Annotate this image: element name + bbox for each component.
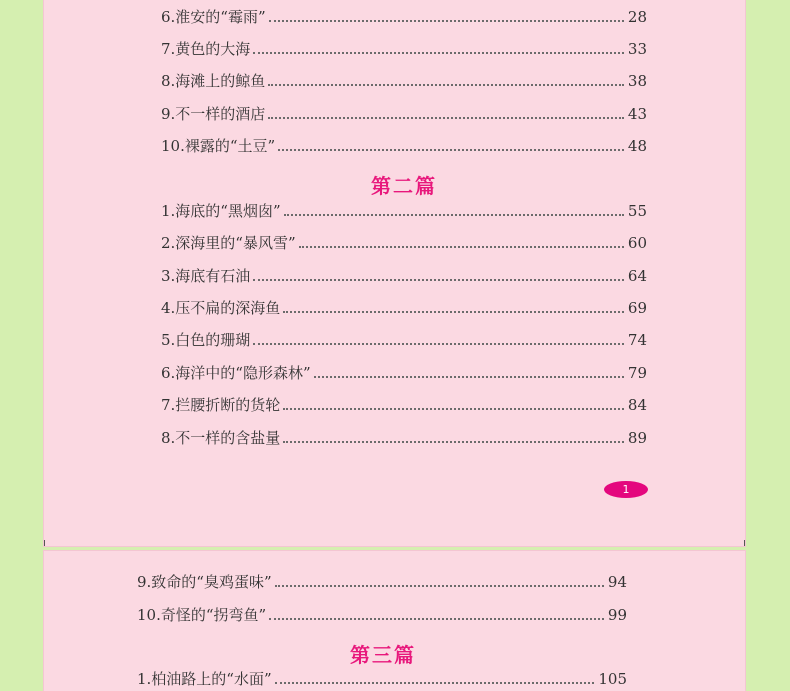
toc-entry-page: 105 (598, 670, 627, 688)
dot-leader (268, 117, 624, 119)
toc-entry[interactable] (161, 358, 647, 382)
toc-entry-title: 9.致命的“臭鸡蛋味” (137, 573, 272, 591)
toc-entry-title: 10.奇怪的“拐弯鱼” (137, 606, 267, 624)
toc-entry-title: 8.海滩上的鲸鱼 (161, 72, 266, 90)
toc-entry-page: 43 (627, 105, 647, 123)
crop-mark-left (44, 540, 45, 546)
toc-entry-page: 48 (627, 137, 647, 155)
toc-entry[interactable] (161, 2, 647, 26)
toc-entry[interactable] (161, 228, 647, 252)
toc-entry[interactable] (161, 34, 647, 58)
toc-entry[interactable] (161, 99, 647, 123)
page-number-badge: 1 (604, 481, 648, 498)
dot-leader (268, 84, 624, 86)
toc-entry-title: 4.压不扁的深海鱼 (161, 299, 281, 317)
toc-entry[interactable] (137, 567, 627, 591)
toc-entry-page: 28 (627, 8, 647, 26)
dot-leader (275, 585, 604, 587)
toc-entry-title: 6.淮安的“霉雨” (161, 8, 266, 26)
toc-entry[interactable] (137, 600, 627, 624)
dot-leader (278, 149, 624, 151)
toc-entry[interactable] (161, 423, 647, 447)
crop-mark-right (744, 540, 745, 546)
toc-entry[interactable] (161, 66, 647, 90)
toc-entry-page: 69 (627, 299, 647, 317)
dot-leader (283, 441, 624, 443)
section-heading: 第二篇 (371, 174, 437, 198)
toc-entry-page: 64 (627, 267, 647, 285)
dot-leader (314, 376, 624, 378)
toc-entry[interactable] (137, 664, 627, 688)
toc-entry-title: 10.裸露的“土豆” (161, 137, 276, 155)
toc-entry-page: 74 (627, 331, 647, 349)
toc-entry-page: 60 (627, 234, 647, 252)
dot-leader (275, 682, 595, 684)
toc-entry-title: 5.白色的珊瑚 (161, 331, 251, 349)
toc-entry[interactable] (161, 131, 647, 155)
dot-leader (269, 20, 624, 22)
toc-entry[interactable] (161, 325, 647, 349)
toc-entry-page: 33 (627, 40, 647, 58)
toc-entry-title: 9.不一样的酒店 (161, 105, 266, 123)
toc-entry-title: 1.海底的“黑烟囱” (161, 202, 281, 220)
dot-leader (253, 343, 624, 345)
section-heading: 第三篇 (350, 643, 416, 667)
toc-entry-title: 8.不一样的含盐量 (161, 429, 281, 447)
toc-entry-page: 55 (627, 202, 647, 220)
toc-entry-page: 94 (607, 573, 627, 591)
dot-leader (283, 408, 624, 410)
dot-leader (283, 311, 624, 313)
toc-entry-page: 38 (627, 72, 647, 90)
dot-leader (253, 52, 624, 54)
toc-entry-title: 3.海底有石油 (161, 267, 251, 285)
dot-leader (299, 246, 624, 248)
dot-leader (253, 279, 624, 281)
toc-entry-page: 84 (627, 396, 647, 414)
dot-leader (269, 618, 604, 620)
toc-entry-title: 1.柏油路上的“水面” (137, 670, 272, 688)
toc-entry[interactable] (161, 390, 647, 414)
toc-entry[interactable] (161, 261, 647, 285)
toc-entry-page: 89 (627, 429, 647, 447)
toc-entry[interactable] (161, 196, 647, 220)
toc-entry-title: 2.深海里的“暴风雪” (161, 234, 296, 252)
toc-entry-page: 99 (607, 606, 627, 624)
toc-entry[interactable] (161, 293, 647, 317)
dot-leader (284, 214, 624, 216)
toc-entry-page: 79 (627, 364, 647, 382)
toc-entry-title: 6.海洋中的“隐形森林” (161, 364, 311, 382)
toc-entry-title: 7.黄色的大海 (161, 40, 251, 58)
toc-entry-title: 7.拦腰折断的货轮 (161, 396, 281, 414)
